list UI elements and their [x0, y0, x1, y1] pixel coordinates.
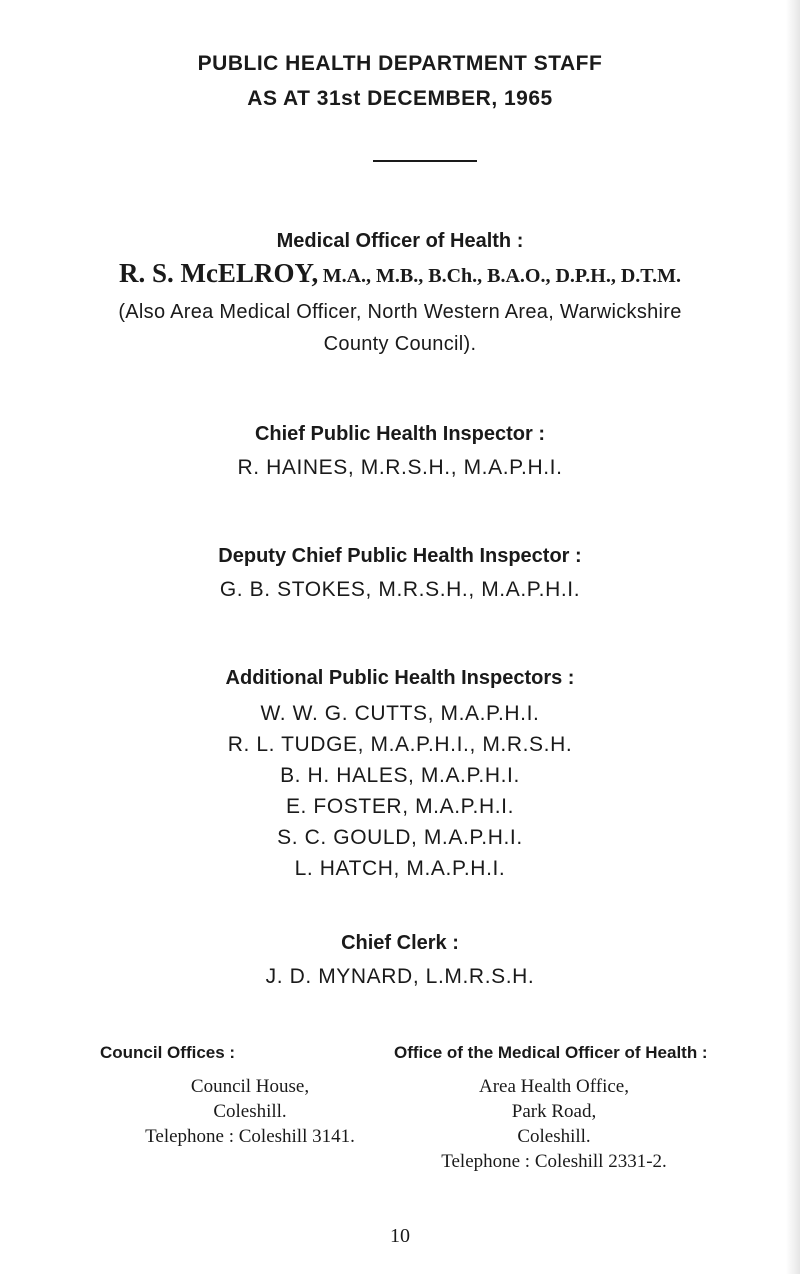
council-offices-address-line: Coleshill.: [213, 1101, 287, 1122]
additional-inspector-name: B. H. HALES, M.A.P.H.I.: [280, 764, 520, 787]
additional-inspector-name: R. L. TUDGE, M.A.P.H.I., M.R.S.H.: [227, 733, 573, 756]
medical-officer-heading: Medical Officer of Health :: [276, 230, 524, 252]
title-divider: [373, 160, 477, 162]
document-title-line1: PUBLIC HEALTH DEPARTMENT STAFF: [197, 52, 603, 75]
moh-office-telephone: Telephone : Coleshill 2331-2.: [441, 1151, 667, 1172]
document-title-line2: AS AT 31st DECEMBER, 1965: [247, 87, 553, 110]
council-offices-heading: Council Offices :: [100, 1043, 236, 1062]
council-offices-telephone: Telephone : Coleshill 3141.: [145, 1126, 355, 1147]
moh-office-block: [394, 1042, 714, 1174]
moh-office-address-line: Coleshill.: [517, 1126, 591, 1147]
medical-officer-qualifications: M.A., M.B., B.Ch., B.A.O., D.P.H., D.T.M.: [322, 265, 682, 287]
deputy-inspector-name: G. B. STOKES, M.R.S.H., M.A.P.H.I.: [219, 578, 581, 601]
moh-office-address-line: Area Health Office,: [479, 1076, 629, 1097]
moh-office-heading: Office of the Medical Officer of Health :: [394, 1043, 708, 1062]
medical-officer-note-line2: County Council).: [323, 333, 477, 355]
medical-officer-note-line1: (Also Area Medical Officer, North Western Area, Warwickshire: [118, 301, 682, 323]
additional-inspector-name: E. FOSTER, M.A.P.H.I.: [285, 795, 515, 818]
additional-inspector-name: L. HATCH, M.A.P.H.I.: [294, 857, 506, 880]
council-offices-block: [100, 1042, 400, 1149]
additional-inspector-name: W. W. G. CUTTS, M.A.P.H.I.: [260, 702, 540, 725]
additional-inspector-name: S. C. GOULD, M.A.P.H.I.: [277, 826, 523, 849]
chief-inspector-heading: Chief Public Health Inspector :: [254, 423, 546, 445]
page-number: 10: [390, 1225, 410, 1247]
page-edge-shadow: [786, 0, 800, 1274]
additional-inspectors-heading: Additional Public Health Inspectors :: [225, 667, 575, 689]
deputy-inspector-heading: Deputy Chief Public Health Inspector :: [218, 545, 582, 567]
medical-officer-name-line: [0, 258, 800, 289]
medical-officer-name: R. S. McELROY,: [118, 258, 319, 288]
moh-office-address-line: Park Road,: [511, 1101, 597, 1122]
chief-clerk-heading: Chief Clerk :: [341, 932, 459, 954]
chief-inspector-name: R. HAINES, M.R.S.H., M.A.P.H.I.: [237, 456, 563, 479]
chief-clerk-name: J. D. MYNARD, L.M.R.S.H.: [265, 965, 535, 988]
council-offices-address-line: Council House,: [190, 1076, 310, 1097]
